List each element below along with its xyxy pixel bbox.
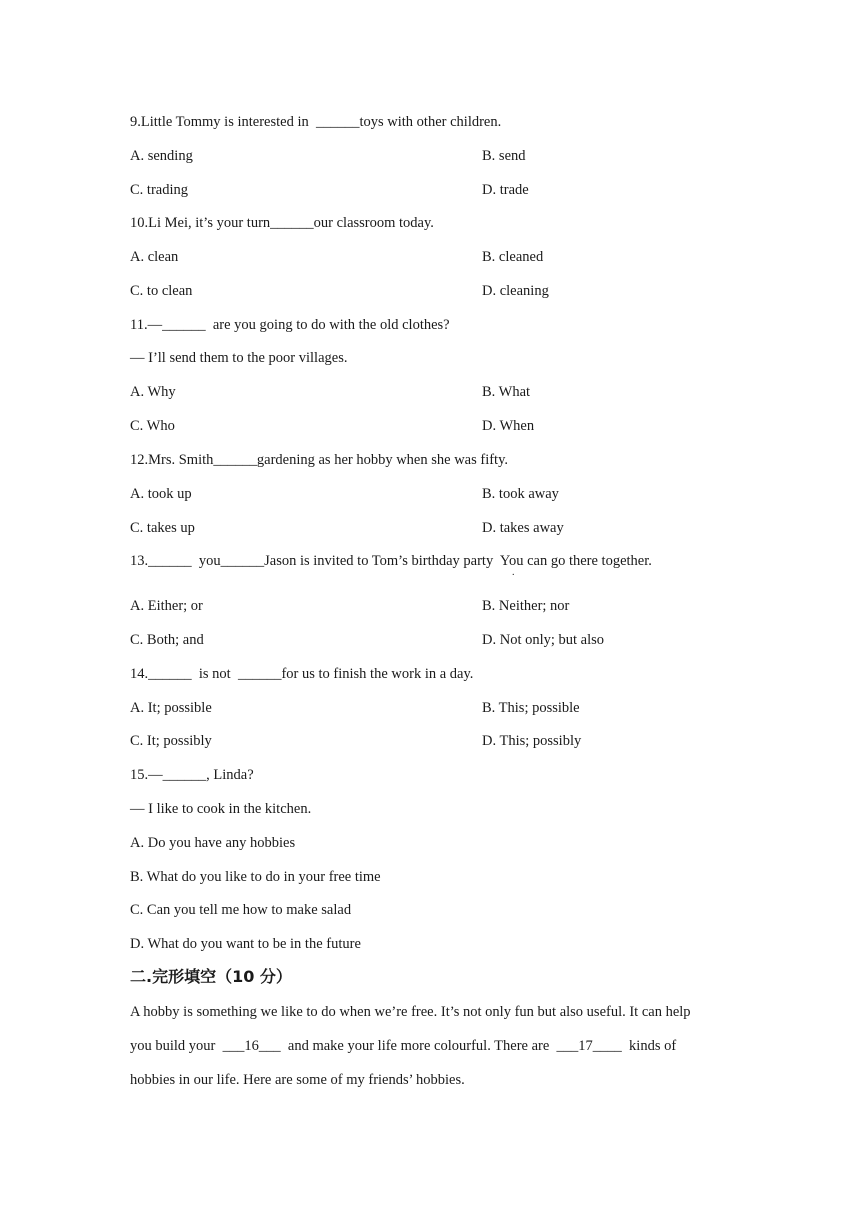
- q15-option-d: D. What do you want to be in the future: [130, 936, 361, 952]
- section-heading: 二.完形填空（10 分）: [130, 967, 292, 986]
- q11-option-d: D. When: [482, 418, 535, 434]
- question-13-period: .: [512, 567, 515, 578]
- q12-option-b: B. took away: [482, 486, 559, 502]
- q13-option-b: B. Neither; nor: [482, 598, 570, 614]
- question-9-stem: 9.Little Tommy is interested in ______toys with other children.: [130, 114, 502, 130]
- q10-option-c: C. to clean: [130, 283, 193, 299]
- q13-option-a: A. Either; or: [130, 598, 203, 614]
- q10-option-a: A. clean: [130, 249, 179, 265]
- question-14-stem: 14.______ is not ______for us to finish the work in a day.: [130, 666, 474, 682]
- q11-option-c: C. Who: [130, 418, 175, 434]
- q15-option-b: B. What do you like to do in your free time: [130, 869, 381, 885]
- question-15-reply: — I like to cook in the kitchen.: [130, 801, 312, 817]
- question-11-stem: 11.—______ are you going to do with the old clothes?: [130, 317, 450, 333]
- question-11-reply: — I’ll send them to the poor villages.: [130, 350, 348, 366]
- q10-option-b: B. cleaned: [482, 249, 544, 265]
- q9-option-d: D. trade: [482, 182, 529, 198]
- passage-line-1: A hobby is something we like to do when we’re free. It’s not only fun but also useful. It can help: [130, 1004, 691, 1020]
- q11-option-b: B. What: [482, 384, 531, 400]
- q14-option-c: C. It; possibly: [130, 733, 212, 749]
- q14-option-a: A. It; possible: [130, 700, 212, 716]
- q11-option-a: A. Why: [130, 384, 176, 400]
- q15-option-a: A. Do you have any hobbies: [130, 835, 296, 851]
- question-13-stem: 13.______ you______Jason is invited to Tom’s birthday party You can go there together.: [130, 553, 652, 569]
- q13-option-d: D. Not only; but also: [482, 632, 605, 648]
- passage-line-3: hobbies in our life. Here are some of my friends’ hobbies.: [130, 1072, 465, 1088]
- q12-option-c: C. takes up: [130, 520, 195, 536]
- q13-option-c: C. Both; and: [130, 632, 204, 648]
- q12-option-a: A. took up: [130, 486, 192, 502]
- q12-option-d: D. takes away: [482, 520, 564, 536]
- q14-option-b: B. This; possible: [482, 700, 580, 716]
- passage-line-2: you build your ___16___ and make your life more colourful. There are ___17____ kinds of: [130, 1038, 677, 1054]
- q15-option-c: C. Can you tell me how to make salad: [130, 902, 352, 918]
- q9-option-a: A. sending: [130, 148, 193, 164]
- question-15-stem: 15.—______, Linda?: [130, 767, 254, 783]
- q9-option-c: C. trading: [130, 182, 188, 198]
- q9-option-b: B. send: [482, 148, 526, 164]
- q14-option-d: D. This; possibly: [482, 733, 582, 749]
- q10-option-d: D. cleaning: [482, 283, 549, 299]
- question-10-stem: 10.Li Mei, it’s your turn______our classroom today.: [130, 215, 434, 231]
- question-12-stem: 12.Mrs. Smith______gardening as her hobby when she was fifty.: [130, 452, 509, 468]
